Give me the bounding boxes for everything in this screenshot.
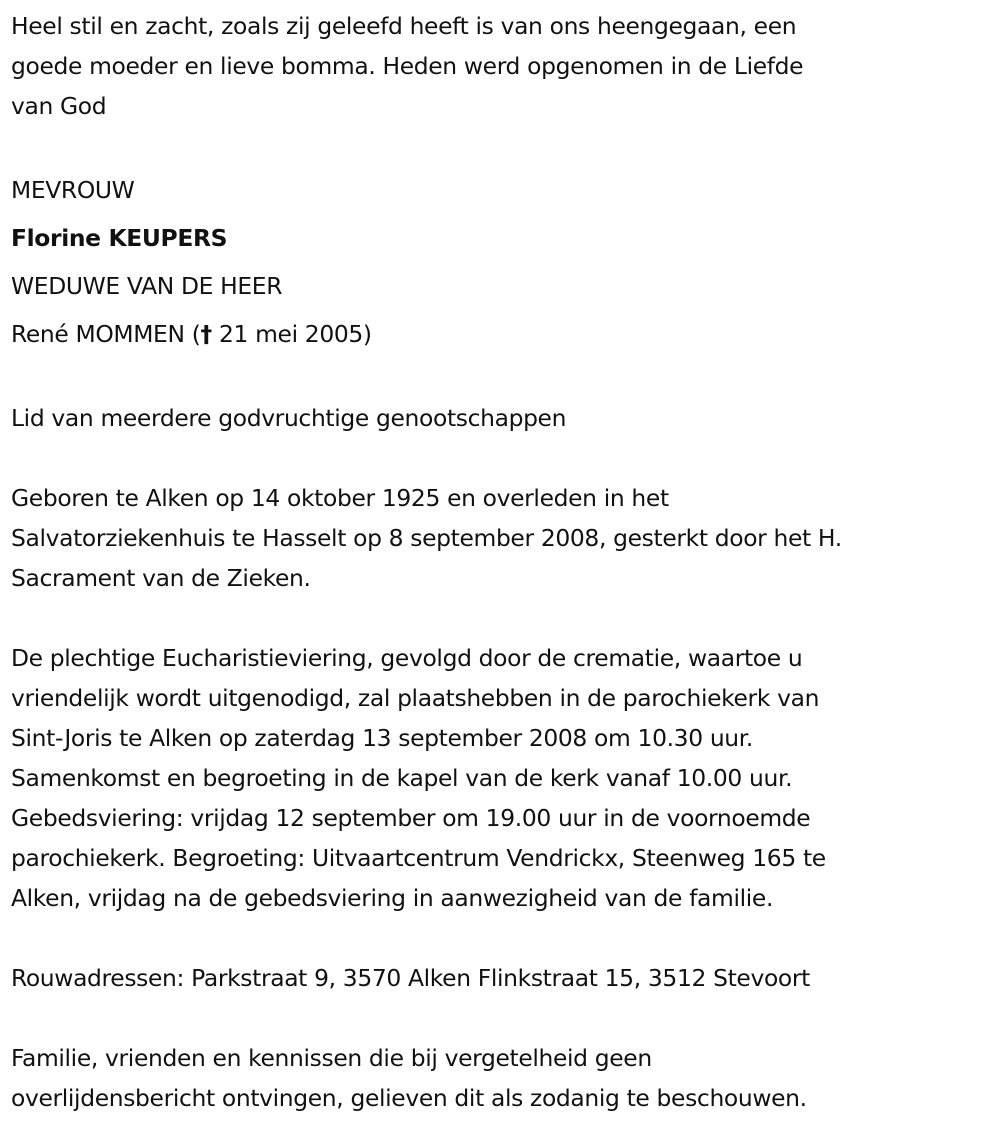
- ceremony-paragraph: [11, 638, 996, 918]
- intro-paragraph: [11, 6, 996, 126]
- birth-death-line: Geboren te Alken op 14 oktober 1925 en overleden in het: [11, 484, 669, 512]
- intro-line: Heel stil en zacht, zoals zij geleefd heeft is van ons heengegaan, een: [11, 12, 797, 40]
- ceremony-line: vriendelijk wordt uitgenodigd, zal plaatshebben in de parochiekerk van: [11, 684, 820, 712]
- addresses-line: Rouwadressen: Parkstraat 9, 3570 Alken Flinkstraat 15, 3512 Stevoort: [11, 964, 810, 992]
- cross-icon: †: [200, 320, 212, 348]
- birth-death-line: Sacrament van de Zieken.: [11, 564, 311, 592]
- deceased-name: Florine KEUPERS: [11, 224, 228, 252]
- deceased-title: MEVROUW: [11, 176, 135, 204]
- closing-paragraph: [11, 1038, 996, 1118]
- obituary-document: [11, 6, 996, 1118]
- ceremony-line: Sint-Joris te Alken op zaterdag 13 september 2008 om 10.30 uur.: [11, 724, 753, 752]
- widow-of-label: WEDUWE VAN DE HEER: [11, 272, 283, 300]
- husband-name: René MOMMEN (: [11, 320, 201, 348]
- closing-line: Familie, vrienden en kennissen die bij vergetelheid geen: [11, 1044, 652, 1072]
- closing-line: overlijdensbericht ontvingen, gelieven dit als zodanig te beschouwen.: [11, 1084, 807, 1112]
- ceremony-line: De plechtige Eucharistieviering, gevolgd door de crematie, waartoe u: [11, 644, 803, 672]
- deceased-block: [11, 166, 996, 358]
- membership-line: Lid van meerdere godvruchtige genootschappen: [11, 404, 567, 432]
- addresses-paragraph: [11, 958, 996, 998]
- birth-death-line: Salvatorziekenhuis te Hasselt op 8 september 2008, gesterkt door het H.: [11, 524, 842, 552]
- intro-line: goede moeder en lieve bomma. Heden werd opgenomen in de Liefde: [11, 52, 804, 80]
- membership-paragraph: [11, 398, 996, 438]
- ceremony-line: parochiekerk. Begroeting: Uitvaartcentrum Vendrickx, Steenweg 165 te: [11, 844, 826, 872]
- ceremony-line: Gebedsviering: vrijdag 12 september om 19.00 uur in de voornoemde: [11, 804, 811, 832]
- ceremony-line: Alken, vrijdag na de gebedsviering in aanwezigheid van de familie.: [11, 884, 774, 912]
- husband-line: [11, 310, 996, 358]
- intro-line: van God: [11, 92, 107, 120]
- ceremony-line: Samenkomst en begroeting in de kapel van de kerk vanaf 10.00 uur.: [11, 764, 793, 792]
- birth-death-paragraph: [11, 478, 996, 598]
- husband-death-date: 21 mei 2005): [211, 320, 372, 348]
